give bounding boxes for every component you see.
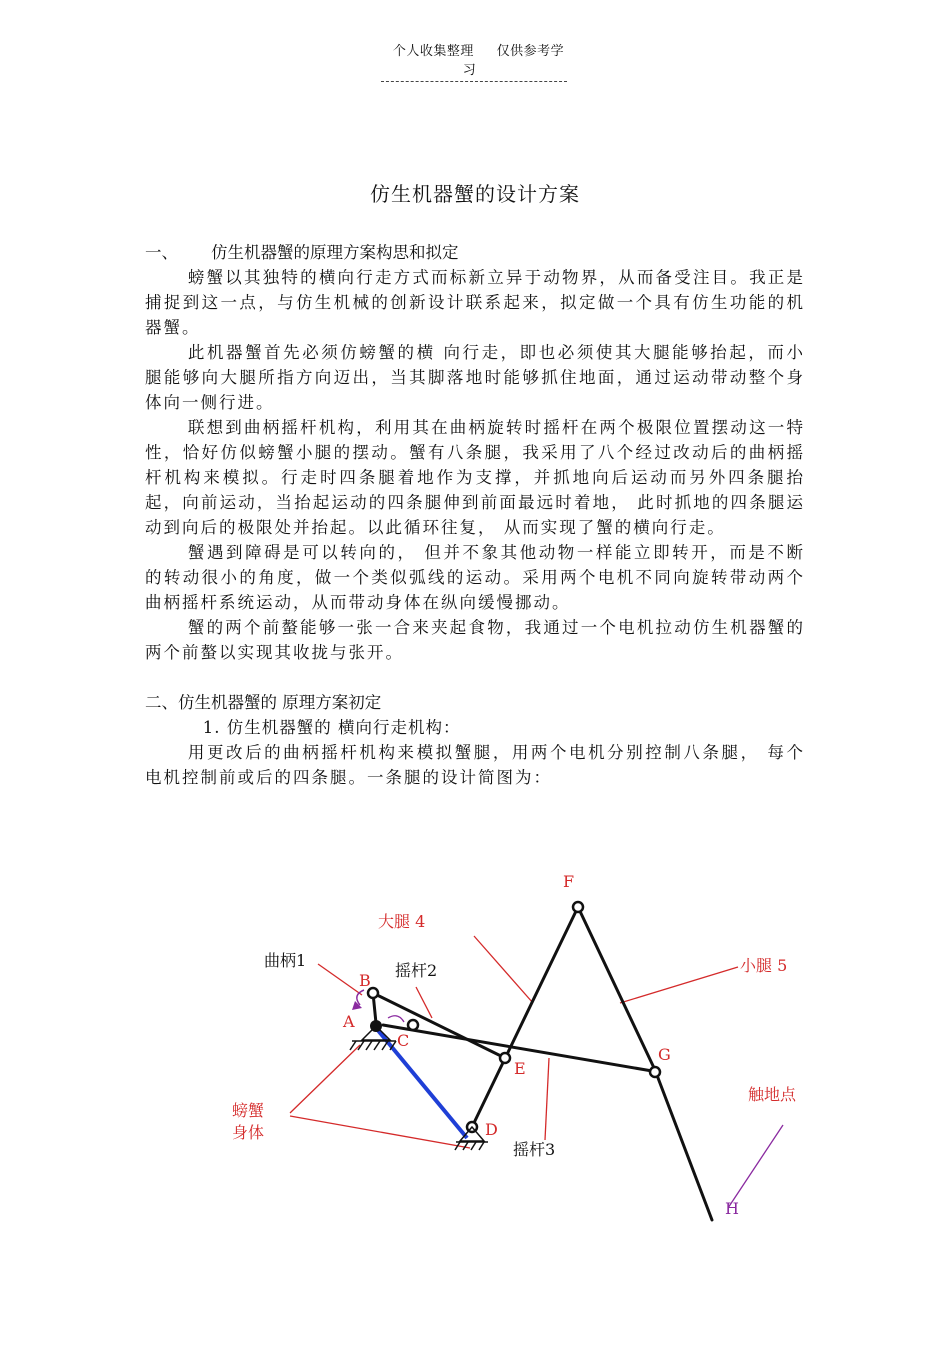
label-e: E	[514, 1059, 526, 1078]
joints	[368, 902, 660, 1132]
section1-number: 一、	[145, 243, 178, 262]
joint-c	[408, 1020, 418, 1030]
label-body-line1: 螃蟹	[232, 1101, 265, 1120]
header-left: 个人收集整理	[392, 44, 474, 59]
paragraph: 螃蟹以其独特的横向行走方式而标新立异于动物界，从而备受注目。我正是捕捉到这一点，与仿生机械的创新设计联系起来，拟定做一个具有仿生功能的机器蟹。	[145, 268, 805, 337]
angle-arc-icon	[388, 1016, 404, 1022]
crab-body-link	[376, 1028, 467, 1138]
paragraph: 蟹遇到障碍是可以转向的， 但并不象其他动物一样能立即转开，而是不断的转动很小的角度，做一个类似弧线的运动。采用两个电机不同向旋转带动两个曲柄摇杆系统运动，从而带动身体在纵向缓慢挪动。	[145, 543, 805, 612]
label-lowerleg: 小腿 5	[740, 956, 788, 975]
label-h: H	[725, 1199, 739, 1218]
paragraph: 此机器蟹首先必须仿螃蟹的横 向行走，即也必须使其大腿能够抬起，而小腿能够向大腿所指方向迈出，当其脚落地时能够抓住地面，通过运动带动整个身体向一侧行进。	[145, 343, 805, 412]
joint-g	[650, 1067, 660, 1077]
section2-subheading: 1. 仿生机器蟹的 横向行走机构：	[202, 718, 461, 737]
section1-title: 仿生机器蟹的原理方案构思和拟定	[211, 243, 459, 262]
label-thigh: 大腿 4	[378, 912, 426, 931]
label-b: B	[359, 971, 371, 990]
label-d: D	[485, 1120, 498, 1139]
label-rocker3: 摇杆3	[513, 1140, 556, 1159]
joint-e	[500, 1053, 510, 1063]
label-a: A	[343, 1012, 355, 1031]
document-title: 仿生机器蟹的设计方案	[370, 182, 580, 206]
header-right: 仅供参考学习	[462, 44, 565, 78]
label-f: F	[563, 872, 575, 891]
joint-f	[573, 902, 583, 912]
label-crank: 曲柄1	[264, 951, 307, 970]
paragraph: 用更改后的曲柄摇杆机构来模拟蟹腿，用两个电机分别控制八条腿， 每个电机控制前或后的四条腿。一条腿的设计简图为：	[145, 743, 805, 787]
label-c: C	[397, 1031, 410, 1050]
ground-contact-line	[728, 1125, 783, 1208]
label-body-line2: 身体	[232, 1123, 265, 1142]
arrowhead-icon	[352, 1001, 362, 1010]
section2-heading: 二、仿生机器蟹的 原理方案初定	[145, 693, 382, 712]
label-g: G	[658, 1045, 671, 1064]
label-contact-point: 触地点	[748, 1085, 797, 1104]
label-rocker2: 摇杆2	[395, 961, 438, 980]
paragraph: 蟹的两个前螯能够一张一合来夹起食物，我通过一个电机拉动仿生机器蟹的 两个前螯以实现其收拢与张开。	[145, 618, 805, 662]
paragraph: 联想到曲柄摇杆机构，利用其在曲柄旋转时摇杆在两个极限位置摆动这一特性，恰好仿似螃蟹小腿的摆动。蟹有八条腿，我采用了八个经过改动后的曲柄摇杆机构来模拟。行走时四条腿着地作为支撑，并抓地向后运动而另外四条腿抬起，向前运动，当抬起运动的四条腿伸到前面最远时着地， 此时抓地的四条腿运动到向后的极限处并抬起。以此循环往复， 从而实现了蟹的横向行走。	[145, 418, 805, 537]
